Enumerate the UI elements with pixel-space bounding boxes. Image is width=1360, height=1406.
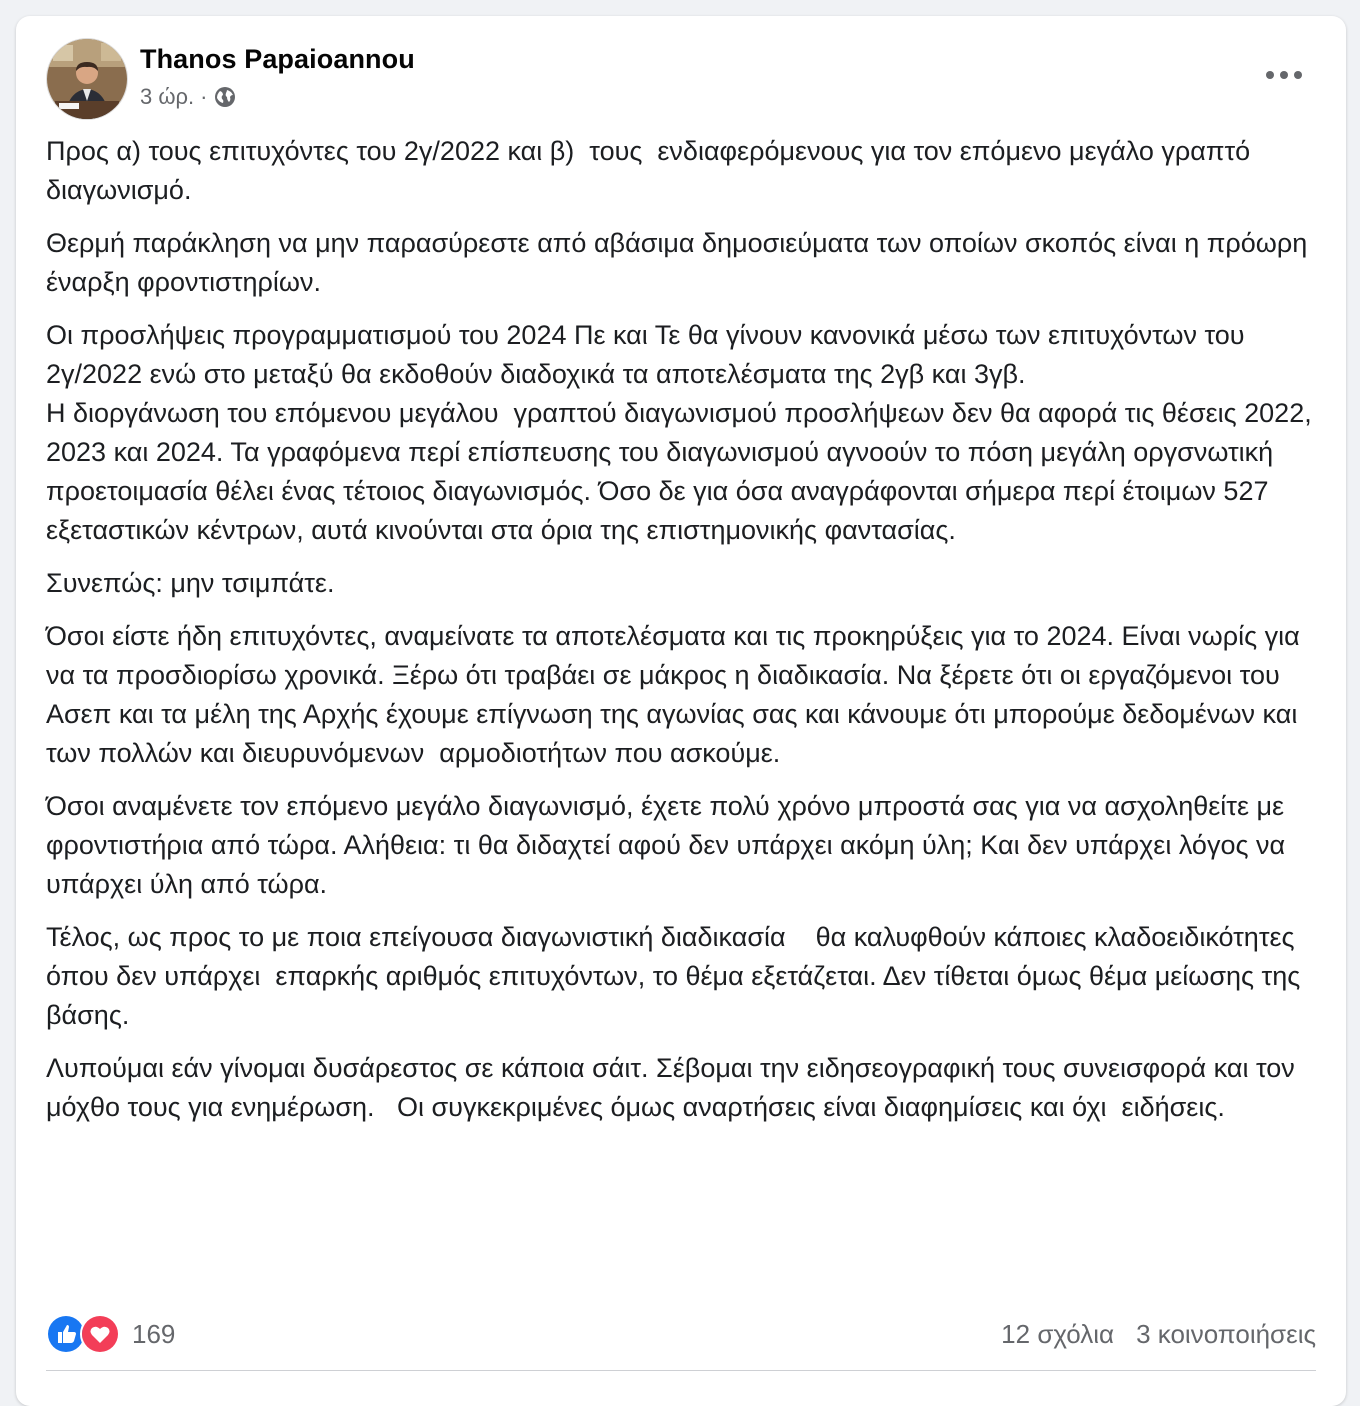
post-meta xyxy=(140,84,237,110)
reactions-summary[interactable] xyxy=(46,1314,175,1354)
author-avatar[interactable] xyxy=(46,38,128,120)
globe-icon xyxy=(213,85,237,109)
post-card xyxy=(16,16,1346,1406)
more-dots-icon xyxy=(1264,69,1304,81)
post-paragraph: Προς α) τους επιτυχόντες του 2γ/2022 και β) τους ενδιαφερόμενους για τον επόμενο μεγάλο γραπτό διαγωνισμό. xyxy=(46,136,1258,205)
meta-separator: · xyxy=(200,84,208,109)
post-stats xyxy=(1001,1319,1316,1350)
more-options-button[interactable] xyxy=(1252,52,1316,98)
post-paragraph: Λυπούμαι εάν γίνομαι δυσάρεστος σε κάποια σάιτ. Σέβομαι την ειδησεογραφική τους συνεισφορά και τον μόχθο τους για ενημέρωση. Οι συγκεκριμένες όμως αναρτήσεις είναι διαφημίσεις και όχι ειδήσεις. xyxy=(46,1053,1303,1122)
post-footer xyxy=(46,1312,1316,1356)
post-body xyxy=(46,132,1326,1141)
love-icon xyxy=(80,1314,120,1354)
post-paragraph: Όσοι είστε ήδη επιτυχόντες, αναμείνατε τα αποτελέσματα και τις προκηρύξεις για το 2024. Είναι νωρίς για να τα προσδιορίσω χρονικά. Ξέρω ότι τραβάει σε μάκρος η διαδικασία. Να ξέρετε ότι οι εργαζόμενοι του Ασεπ και τα μέλη της Αρχής έχουμε επίγνωση της αγωνίας σας και κάνουμε ότι μπορούμε δεδομένων και των πολλών και διευρυνόμενων αρμοδιοτήτων που ασκούμε. xyxy=(46,621,1308,768)
post-paragraph: Τέλος, ως προς το με ποια επείγουσα διαγωνιστική διαδικασία θα καλυφθούν κάποιες κλαδοειδικότητες όπου δεν υπάρχει επαρκής αριθμός επιτυχόντων, το θέμα εξετάζεται. Δεν τίθεται όμως θέμα μείωσης της βάσης. xyxy=(46,922,1308,1030)
post-time[interactable]: 3 ώρ. xyxy=(140,84,195,109)
footer-divider xyxy=(46,1370,1316,1371)
post-paragraph: Θερμή παράκληση να μην παρασύρεστε από αβάσιμα δημοσιεύματα των οποίων σκοπός είναι η πρόωρη έναρξη φροντιστηρίων. xyxy=(46,228,1315,297)
reaction-count: 169 xyxy=(132,1318,176,1349)
author-name[interactable]: Thanos Papaioannou xyxy=(140,44,415,74)
post-paragraph: Συνεπώς: μην τσιμπάτε. xyxy=(46,568,335,598)
post-paragraph: Όσοι αναμένετε τον επόμενο μεγάλο διαγωνισμό, έχετε πολύ χρόνο μπροστά σας για να ασχοληθείτε με φροντιστήρια από τώρα. Αλήθεια: τι θα διδαχτεί αφού δεν υπάρχει ακόμη ύλη; Και δεν υπάρχει λόγος να υπάρχει ύλη από τώρα. xyxy=(46,791,1293,899)
comments-count-link[interactable]: 12 σχόλια xyxy=(1001,1318,1115,1349)
post-header xyxy=(46,38,1316,120)
shares-count-link[interactable]: 3 κοινοποιήσεις xyxy=(1136,1318,1316,1349)
post-paragraph: Οι προσλήψεις προγραμματισμού του 2024 Πε και Τε θα γίνουν κανονικά μέσω των επιτυχόντων του 2γ/2022 ενώ στο μεταξύ θα εκδοθούν διαδοχικά τα αποτελέσματα της 2γβ και 3γβ. Η διοργάνωση του επόμενου μεγάλου γραπτού διαγωνισμού προσλήψεων δεν θα αφορά τις θέσεις 2022, 2023 και 2024. Τα γραφόμενα περί επίσπευσης του διαγωνισμού αγνοούν το πόση μεγάλη οργσνωτική προετοιμασία θέλει ένας τέτοιος διαγωνισμός. Όσο δε για όσα αναγράφονται σήμερα περί έτοιμων 527 εξεταστικών κέντρων, αυτά κινούνται στα όρια της επιστημονικής φαντασίας. xyxy=(46,320,1312,545)
